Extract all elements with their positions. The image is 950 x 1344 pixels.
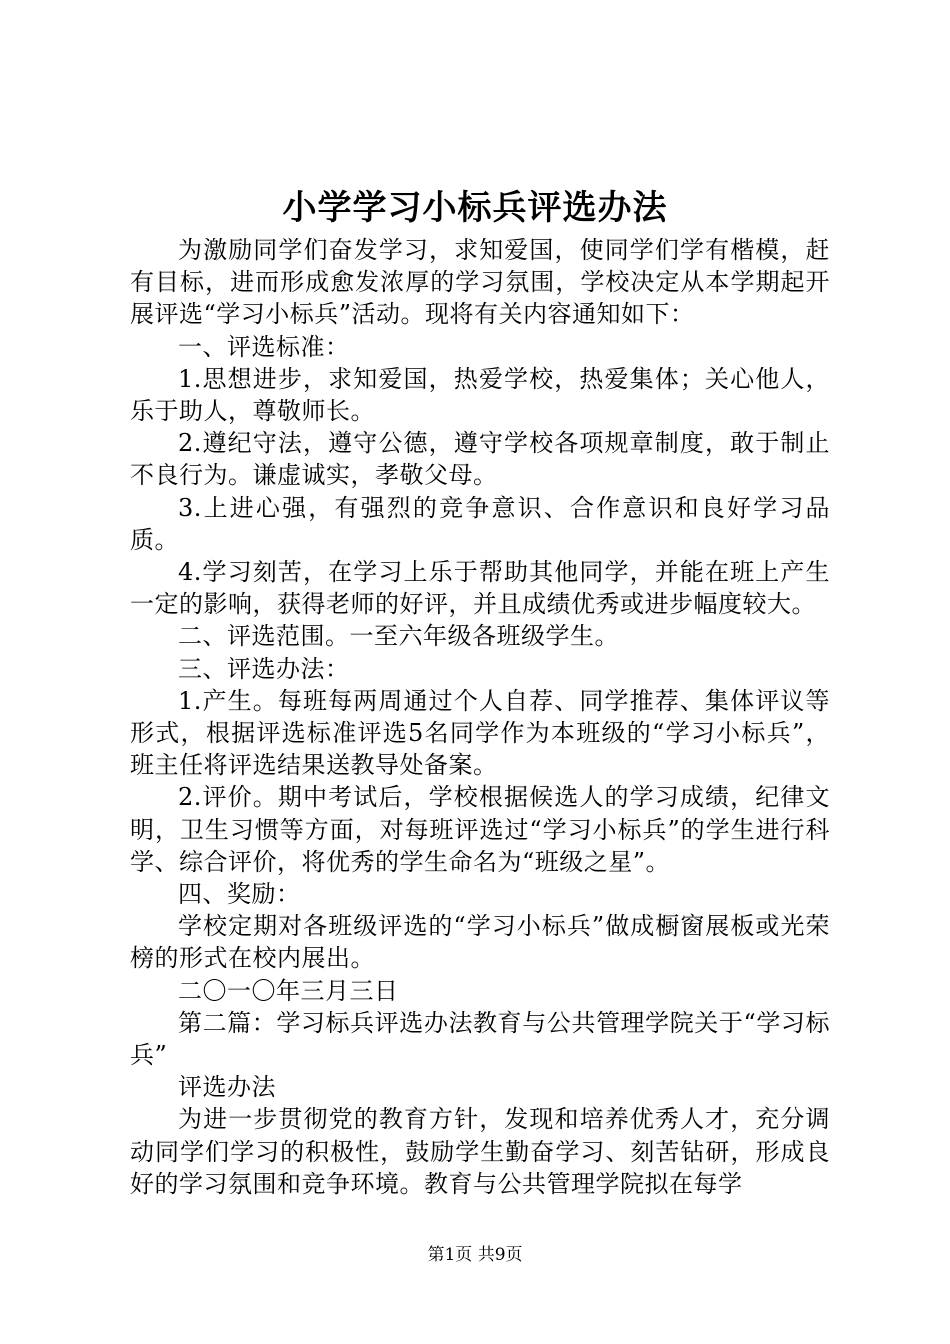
criteria-item-2: 2.遵纪守法，遵守公德，遵守学校各项规章制度，敢于制止不良行为。谦虚诚实，孝敬父母。 — [130, 429, 830, 490]
second-article-intro: 为进一步贯彻党的教育方针，发现和培养优秀人才，充分调动同学们学习的积极性，鼓励学生勤奋学习、刻苦钻研，形成良好的学习氛围和竞争环境。教育与公共管理学院拟在每学 — [130, 1105, 830, 1198]
criteria-item-1: 1.思想进步，求知爱国，热爱学校，热爱集体；关心他人，乐于助人，尊敬师长。 — [130, 364, 830, 426]
second-article-heading: 第二篇：学习标兵评选办法教育与公共管理学院关于“学习标兵” — [130, 1008, 830, 1070]
method-item-1: 1.产生。每班每两周通过个人自荐、同学推荐、集体评议等形式，根据评选标准评选5名同学作为本班级的“学习小标兵”，班主任将评选结果送教导处备案。 — [130, 686, 830, 780]
criteria-item-3: 3.上进心强，有强烈的竞争意识、合作意识和良好学习品质。 — [130, 493, 830, 554]
heading-scope: 二、评选范围。一至六年级各班级学生。 — [178, 622, 619, 651]
page-footer: 第1页 共9页 — [427, 1245, 523, 1265]
second-article-subheading: 评选办法 — [178, 1073, 276, 1102]
paragraph-intro: 为激励同学们奋发学习，求知爱国，使同学们学有楷模，赶有目标，进而形成愈发浓厚的学习氛围，学校决定从本学期起开展评选“学习小标兵”活动。现将有关内容通知如下： — [130, 236, 830, 329]
document-body — [130, 234, 830, 1200]
document-title: 小学学习小标兵评选办法 — [282, 188, 668, 228]
criteria-item-4: 4.学习刻苦，在学习上乐于帮助其他同学，并能在班上产生一定的影响，获得老师的好评，并且成绩优秀或进步幅度较大。 — [130, 558, 830, 619]
heading-method: 三、评选办法： — [178, 654, 350, 683]
heading-criteria: 一、评选标准： — [178, 332, 350, 361]
document-date: 二〇一〇年三月三日 — [178, 976, 399, 1005]
reward-text: 学校定期对各班级评选的“学习小标兵”做成橱窗展板或光荣榜的形式在校内展出。 — [130, 912, 830, 973]
method-item-2: 2.评价。期中考试后，学校根据候选人的学习成绩，纪律文明，卫生习惯等方面，对每班评选过“学习小标兵”的学生进行科学、综合评价，将优秀的学生命名为“班级之星”。 — [130, 783, 830, 876]
heading-reward: 四、奖励： — [178, 880, 301, 909]
